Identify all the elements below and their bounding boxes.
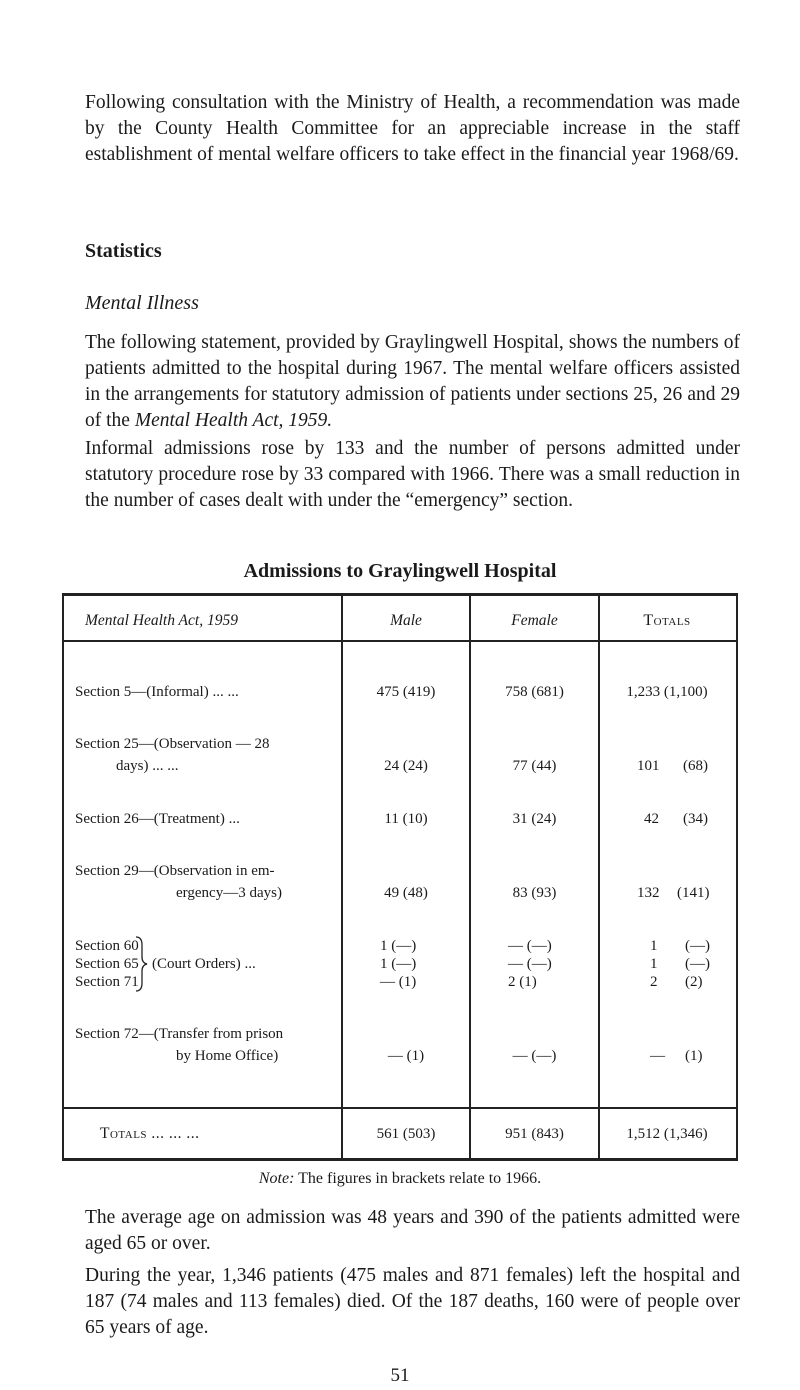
s65-total-b: (—) bbox=[685, 956, 710, 972]
row-label-s71: Section 71 bbox=[75, 974, 139, 990]
court-orders-brace bbox=[134, 935, 148, 993]
totals-female: 951 (843) bbox=[505, 1126, 564, 1142]
column-divider bbox=[341, 593, 343, 1158]
mental-illness-heading: Mental Illness bbox=[85, 292, 199, 314]
row-label-s29-line1: Section 29—(Observation in em- bbox=[75, 863, 275, 879]
header-act: Mental Health Act, 1959 bbox=[85, 612, 238, 629]
s72-female: — (—) bbox=[512, 1048, 557, 1064]
act-reference: Mental Health Act, 1959. bbox=[134, 410, 333, 431]
s60-total-b: (—) bbox=[685, 938, 710, 954]
totals-label: Totals ... ... ... bbox=[100, 1125, 200, 1142]
totals-separator bbox=[62, 1107, 736, 1109]
s25-total-b: (68) bbox=[683, 758, 708, 774]
s60-male: 1 (—) bbox=[380, 938, 417, 954]
court-orders-label: (Court Orders) ... bbox=[152, 956, 256, 972]
row-label-s25-line2: days) ... ... bbox=[116, 758, 179, 774]
s26-total-a: 42 bbox=[644, 811, 659, 827]
statement-text: The following statement, provided by Graylingwell Hospital, shows the numbers of patients admitted to the hospital during 1967. The mental welfare officers assisted in the arrangements for statutory admission of patients under sections 25, 26 and 29 of the bbox=[85, 332, 740, 431]
s26-male: 11 (10) bbox=[384, 811, 428, 827]
totals-total: 1,512 (1,346) bbox=[626, 1126, 708, 1142]
table-title: Admissions to Graylingwell Hospital bbox=[243, 560, 557, 582]
s5-female: 758 (681) bbox=[505, 684, 564, 700]
header-totals: Totals bbox=[643, 612, 691, 629]
s71-total-b: (2) bbox=[685, 974, 703, 990]
column-divider bbox=[469, 593, 471, 1158]
informal-paragraph: Informal admissions rose by 133 and the number of persons admitted under statutory procedure rose by 33 compared with 1966. There was a small reduction in the number of cases dealt with under the “emergency” section. bbox=[85, 438, 740, 511]
row-label-s29-line2: ergency—3 days) bbox=[176, 885, 282, 901]
s26-female: 31 (24) bbox=[512, 811, 557, 827]
s65-male: 1 (—) bbox=[380, 956, 417, 972]
row-label-s72-line1: Section 72—(Transfer from prison bbox=[75, 1026, 284, 1042]
row-label-s65: Section 65 bbox=[75, 956, 139, 972]
row-label-s25-line1: Section 25—(Observation — 28 bbox=[75, 736, 270, 752]
s65-female: — (—) bbox=[508, 956, 552, 972]
s60-female: — (—) bbox=[508, 938, 552, 954]
column-divider bbox=[598, 593, 600, 1158]
s29-total-a: 132 bbox=[637, 885, 660, 901]
intro-paragraph: Following consultation with the Ministry of Health, a recommendation was made by the County Health Committee for an appreciable increase in the staff establishment of mental welfare officers to take effect in the financial year 1968/69. bbox=[85, 92, 740, 165]
s71-male: — (1) bbox=[380, 974, 417, 990]
header-male: Male bbox=[390, 612, 422, 629]
s29-male: 49 (48) bbox=[384, 885, 428, 901]
s25-female: 77 (44) bbox=[512, 758, 557, 774]
totals-male: 561 (503) bbox=[376, 1126, 436, 1142]
header-female: Female bbox=[511, 612, 558, 629]
table-note bbox=[0, 1170, 800, 1188]
departures-paragraph: During the year, 1,346 patients (475 males and 871 females) left the hospital and 187 (74 males and 113 females) died. Of the 187 deaths, 160 were of people over 65 years of age. bbox=[85, 1265, 740, 1338]
note-label: Note: bbox=[258, 1170, 295, 1187]
s65-total-a: 1 bbox=[650, 956, 658, 972]
s25-total-a: 101 bbox=[637, 758, 660, 774]
s29-total-b: (141) bbox=[677, 885, 710, 901]
s29-female: 83 (93) bbox=[512, 885, 557, 901]
row-label-s60: Section 60 bbox=[75, 938, 139, 954]
note-text: The figures in brackets relate to 1966. bbox=[294, 1170, 542, 1187]
s5-total: 1,233 (1,100) bbox=[626, 684, 708, 700]
statement-paragraph bbox=[85, 330, 740, 434]
statistics-heading: Statistics bbox=[85, 240, 162, 262]
s72-total-b: (1) bbox=[685, 1048, 703, 1064]
s60-total-a: 1 bbox=[650, 938, 658, 954]
s71-female: 2 (1) bbox=[508, 974, 537, 990]
s5-male: 475 (419) bbox=[376, 684, 436, 700]
s25-male: 24 (24) bbox=[384, 758, 428, 774]
row-label-s72-line2: by Home Office) bbox=[176, 1048, 279, 1064]
row-label-s5: Section 5—(Informal) ... ... bbox=[75, 684, 239, 700]
s72-total-a: — bbox=[650, 1048, 665, 1064]
age-paragraph: The average age on admission was 48 years and 390 of the patients admitted were aged 65 or over. bbox=[85, 1207, 740, 1254]
header-divider bbox=[62, 640, 736, 642]
s26-total-b: (34) bbox=[683, 811, 708, 827]
s71-total-a: 2 bbox=[650, 974, 658, 990]
s72-male: — (1) bbox=[387, 1048, 425, 1064]
row-label-s26: Section 26—(Treatment) ... bbox=[75, 811, 240, 827]
page-number: 51 bbox=[390, 1365, 410, 1386]
